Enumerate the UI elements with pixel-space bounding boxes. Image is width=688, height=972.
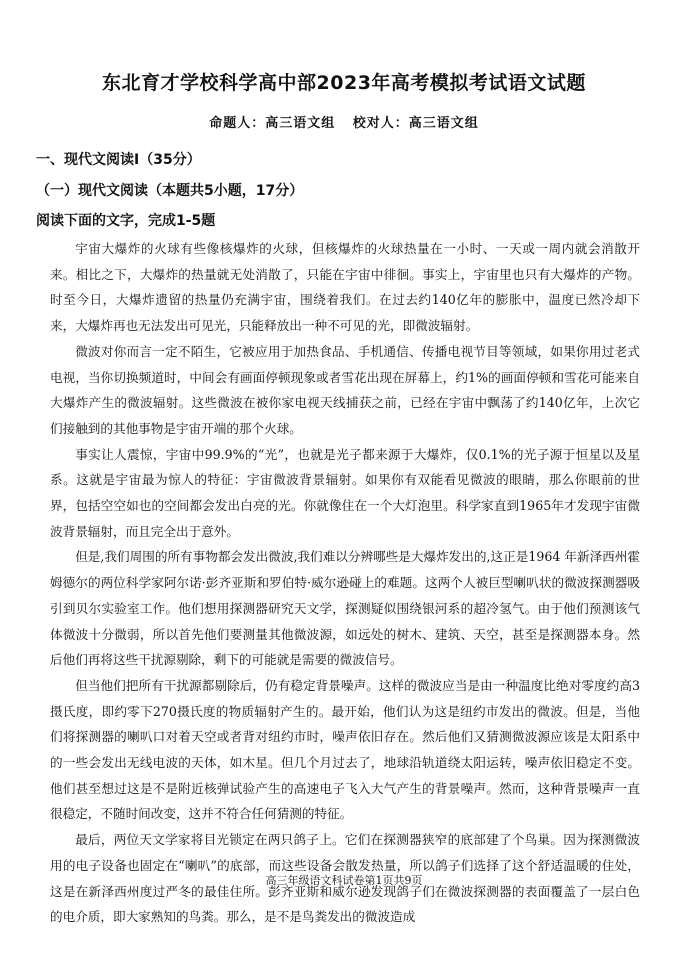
- reading-passage: [50, 236, 640, 930]
- subsection-heading: （一）现代文阅读（本题共5小题，17分）: [36, 183, 304, 199]
- passage-paragraph: 宇宙大爆炸的火球有些像核爆炸的火球，但核爆炸的火球热量在一小时、一天或一周内就会消散开来。相比之下，大爆炸的热量就无处消散了，只能在宇宙中徘徊。事实上，宇宙里也只有大爆炸的产物。时至今日，大爆炸遗留的热量仍充满宇宙，围绕着我们。在过去约140亿年的膨胀中，温度已然冷却下来，大爆炸再也无法发出可见光，只能释放出一种不可见的光，即微波辐射。: [50, 241, 640, 334]
- page-footer: 高三年级语文科试卷第1页共9页: [265, 874, 423, 887]
- passage-paragraph: 最后，两位天文学家将目光锁定在两只鸽子上。它们在探测器狭窄的底部建了个鸟巢。因为探测微波用的电子设备也固定在“喇叭”的底部，而这些设备会散发热量，所以鸽子们选择了这个舒适温暖的住处，这是在新泽西州度过严冬的最佳住所。彭齐亚斯和威尔逊发现鸽子们在微波探测器的表面覆盖了一层白色的电介质，即大家熟知的鸟粪。那么，是不是鸟粪发出的微波造成: [50, 832, 640, 925]
- passage-paragraph: 事实让人震惊，宇宙中99.9%的“光”，也就是光子都来源于大爆炸，仅0.1%的光子源于恒星以及星系。这就是宇宙最为惊人的特征：宇宙微波背景辐射。如果你有双能看见微波的眼睛，那么你眼前的世界，包括空空如也的空间都会发出白亮的光。你就像住在一个大灯泡里。科学家直到1965年才发现宇宙微波背景辐射，而且完全出于意外。: [50, 446, 640, 539]
- passage-paragraph: 微波对你而言一定不陌生，它被应用于加热食品、手机通信、传播电视节目等领域，如果你用过老式电视，当你切换频道时，中间会有画面停顿现象或者雪花出现在屏幕上，约1%的画面停顿和雪花可能来自大爆炸产生的微波辐射。这些微波在被你家电视天线捕获之前，已经在宇宙中飘荡了约140亿年，上次它们接触到的其他事物是宇宙开端的那个火球。: [50, 343, 640, 436]
- section-heading: 一、现代文阅读Ⅰ（35分）: [36, 152, 201, 168]
- reviewer-label: 校对人：高三语文组: [352, 116, 479, 131]
- passage-paragraph: 但是,我们周围的所有事物都会发出微波,我们难以分辨哪些是大爆炸发出的,这正是1964 年新泽西州霍姆德尔的两位科学家阿尔诺·彭齐亚斯和罗伯特·威尔逊碰上的难题。这两个人被巨型喇叭状的微波探测器吸引到贝尔实验室工作。他们想用探测器研究天文学，探测疑似围绕银河系的超冷氢气。由于他们预测该气体微波十分微弱，所以首先他们要测量其他微波源，如远处的树木、建筑、天空，甚至是探测器本身。然后他们再将这些干扰源剔除，剩下的可能就是需要的微波信号。: [50, 549, 640, 668]
- passage-paragraph: 但当他们把所有干扰源都剔除后，仍有稳定背景噪声。这样的微波应当是由一种温度比绝对零度约高3摄氏度，即约零下270摄氏度的物质辐射产生的。最开始，他们认为这是纽约市发出的微波。但是，当他们将探测器的喇叭口对着天空或者背对纽约市时，噪声依旧存在。然后他们又猜测微波源应该是太阳系中的一些会发出无线电波的天体，如木星。但几个月过去了，地球沿轨道绕太阳运转，噪声依旧稳定不变。他们甚至想过这是不是附近核弹试验产生的高速电子飞入大气产生的背景噪声。然而，这种背景噪声一直很稳定，不随时间改变，这并不符合任何猜测的特征。: [50, 677, 640, 822]
- reading-instruction: 阅读下面的文字，完成1-5题: [36, 213, 216, 229]
- author-label: 命题人：高三语文组: [209, 116, 336, 131]
- author-line: [40, 115, 648, 133]
- page-title: 东北育才学校科学高中部2023年高考模拟考试语文试题: [102, 72, 586, 94]
